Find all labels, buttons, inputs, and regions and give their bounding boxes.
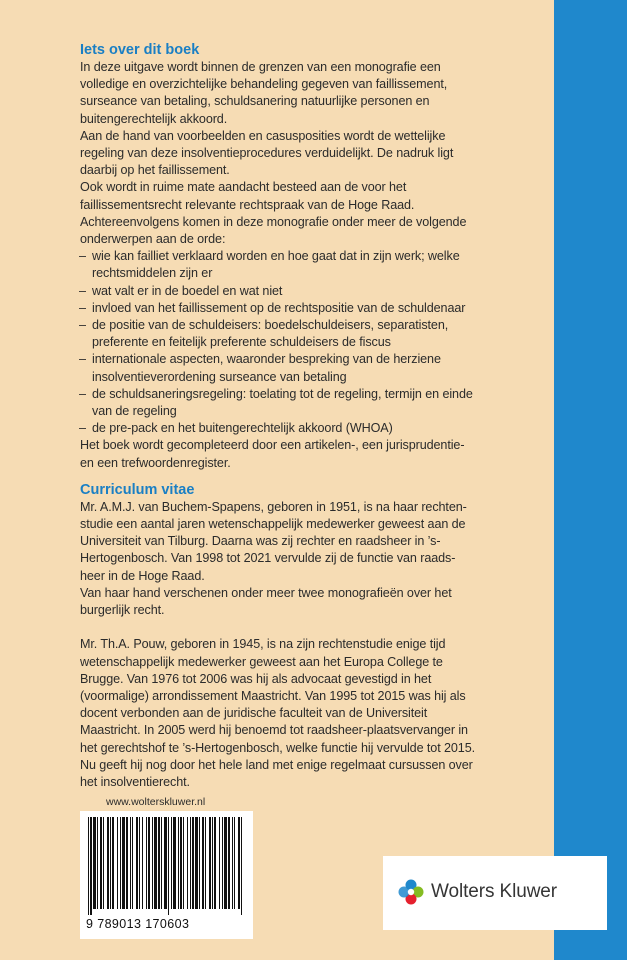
- about-paragraph: In deze uitgave wordt binnen de grenzen van een monografie een volledige en overzichtelijke behandeling gegeven van faillissement, surseance van betaling, schuldsanering natuurlijke personen en buitengerechtelijk akkoord.: [80, 60, 448, 126]
- barcode-bar: [224, 817, 227, 909]
- barcode-bar: [164, 817, 167, 909]
- isbn-barcode: [80, 811, 253, 939]
- barcode-bar: [232, 817, 233, 909]
- topic-item: – wie kan failliet verklaard worden en hoe gaat dat in zijn werk; welke rechtsmiddelen zijn er: [79, 249, 460, 281]
- barcode-bar: [202, 817, 204, 909]
- cv-author-1: Mr. A.M.J. van Buchem-Spapens, geboren in 1951, is na haar rechtenstudie een aantal jaren wetenschappelijk medewerker geweest aan de Universiteit van Tilburg. Daarna was zij rechter en raadsheer in ’s-Hertogenbosch. Van 1998 tot 2021 vervulde zij de functie van raadsheer in de Hoge Raad.: [80, 499, 467, 583]
- barcode-bar: [234, 817, 235, 909]
- barcode-bar: [205, 817, 206, 909]
- about-paragraph: Aan de hand van voorbeelden en casusposities wordt de wettelijke regeling van deze insolventieprocedures verduidelijkt. De nadruk ligt daarbij op het faillissement.: [80, 128, 454, 178]
- about-paragraph: Ook wordt in ruime mate aandacht besteed aan de voor het faillissementsrecht relevante rechtspraak van de Hoge Raad.: [80, 180, 415, 212]
- topic-item: – de pre-pack en het buitengerechtelijk akkoord (WHOA): [79, 421, 393, 436]
- barcode-bar: [195, 817, 198, 909]
- barcode-bar: [112, 817, 114, 909]
- barcode-bar: [219, 817, 220, 909]
- barcode-bar: [183, 817, 184, 909]
- barcode-bar: [139, 817, 140, 909]
- barcode-bar: [110, 817, 111, 909]
- topic-item: – internationale aspecten, waaronder bespreking van de herziene insolventieverordening surseance van betaling: [79, 352, 441, 384]
- barcode-bar: [107, 817, 109, 909]
- barcode-bar: [97, 817, 98, 909]
- topic-list: [80, 248, 475, 437]
- cv-heading: Curriculum vitae: [80, 481, 195, 498]
- barcode-bar: [241, 817, 242, 915]
- barcode-bars: [86, 817, 248, 915]
- wolters-kluwer-logo-icon: [397, 878, 425, 906]
- barcode-bar: [212, 817, 213, 909]
- cv-author-2: Mr. Th.A. Pouw, geboren in 1945, is na zijn rechtenstudie enige tijd wetenschappelijk medewerker geweest aan het Europa College te Brugge. Van 1976 tot 2006 was hij als advocaat gevestigd in het (voormalige) arrondissement Maastricht. Van 1995 tot 2015 was hij als docent verbonden aan de juridische faculteit van de Universiteit Maastricht. In 2005 werd hij benoemd tot raadsheer-plaatsvervanger in het gerechtshof te ’s-Hertogenbosch, welke functie hij vervulde tot 2015. Nu geeft hij nog door het hele land met enige regelmaat cursussen over het insolventierecht.: [80, 637, 476, 789]
- barcode-bar: [187, 817, 188, 909]
- barcode-bar: [209, 817, 211, 909]
- isbn-number: 9 789013 170603: [86, 917, 190, 931]
- publisher-website: www.wolterskluwer.nl: [106, 796, 206, 808]
- barcode-bar: [88, 817, 89, 915]
- barcode-bar: [148, 817, 150, 909]
- topic-item: – wat valt er in de boedel en wat niet: [79, 283, 283, 298]
- barcode-bar: [126, 817, 128, 909]
- barcode-bar: [93, 817, 96, 909]
- about-heading: Iets over dit boek: [80, 42, 200, 58]
- barcode-bar: [199, 817, 200, 909]
- barcode-bar: [158, 817, 160, 909]
- barcode-bar: [142, 817, 143, 909]
- topic-item: – invloed van het faillissement op de rechtspositie van de schuldenaar: [79, 300, 466, 315]
- barcode-bar: [178, 817, 179, 909]
- barcode-bar: [173, 817, 176, 909]
- barcode-bar: [192, 817, 194, 909]
- barcode-bar: [154, 817, 157, 909]
- barcode-bar: [161, 817, 162, 909]
- barcode-bar: [100, 817, 102, 909]
- barcode-bar: [103, 817, 104, 909]
- barcode-bar: [152, 817, 153, 909]
- publisher-name: Wolters Kluwer: [431, 881, 558, 902]
- barcode-bar: [180, 817, 182, 909]
- barcode-bar: [146, 817, 147, 909]
- barcode-bar: [222, 817, 223, 909]
- about-closing: Het boek wordt gecompleteerd door een artikelen-, een jurisprudentie- en een trefwoordenregister.: [80, 438, 465, 470]
- publisher-logo: [383, 856, 607, 930]
- spacer: [80, 619, 475, 636]
- barcode-bar: [122, 817, 125, 909]
- barcode-bar: [238, 817, 240, 909]
- barcode-bar: [120, 817, 121, 909]
- barcode-bar: [90, 817, 92, 915]
- about-paragraph: Achtereenvolgens komen in deze monografie onder meer de volgende onderwerpen aan de orde:: [80, 214, 467, 247]
- barcode-bar: [228, 817, 230, 909]
- side-color-bar: [554, 0, 627, 960]
- topic-item: – de positie van de schuldeisers: boedelschuldeisers, separatisten, preferente en feitelijk preferente schuldeisers de fiscus: [79, 318, 449, 350]
- barcode-bar: [171, 817, 172, 909]
- barcode-bar: [168, 817, 169, 915]
- barcode-bar: [136, 817, 138, 909]
- barcode-bar: [190, 817, 191, 909]
- topic-item: – de schuldsaneringsregeling: toelating tot de regeling, termijn en einde van de regeling: [79, 386, 473, 419]
- barcode-bar: [130, 817, 131, 909]
- barcode-bar: [132, 817, 133, 909]
- cv-author-1-publications: Van haar hand verschenen onder meer twee monografieën over het burgerlijk recht.: [80, 585, 452, 618]
- back-cover-text: [80, 42, 475, 791]
- barcode-bar: [117, 817, 118, 909]
- barcode-bar: [214, 817, 216, 909]
